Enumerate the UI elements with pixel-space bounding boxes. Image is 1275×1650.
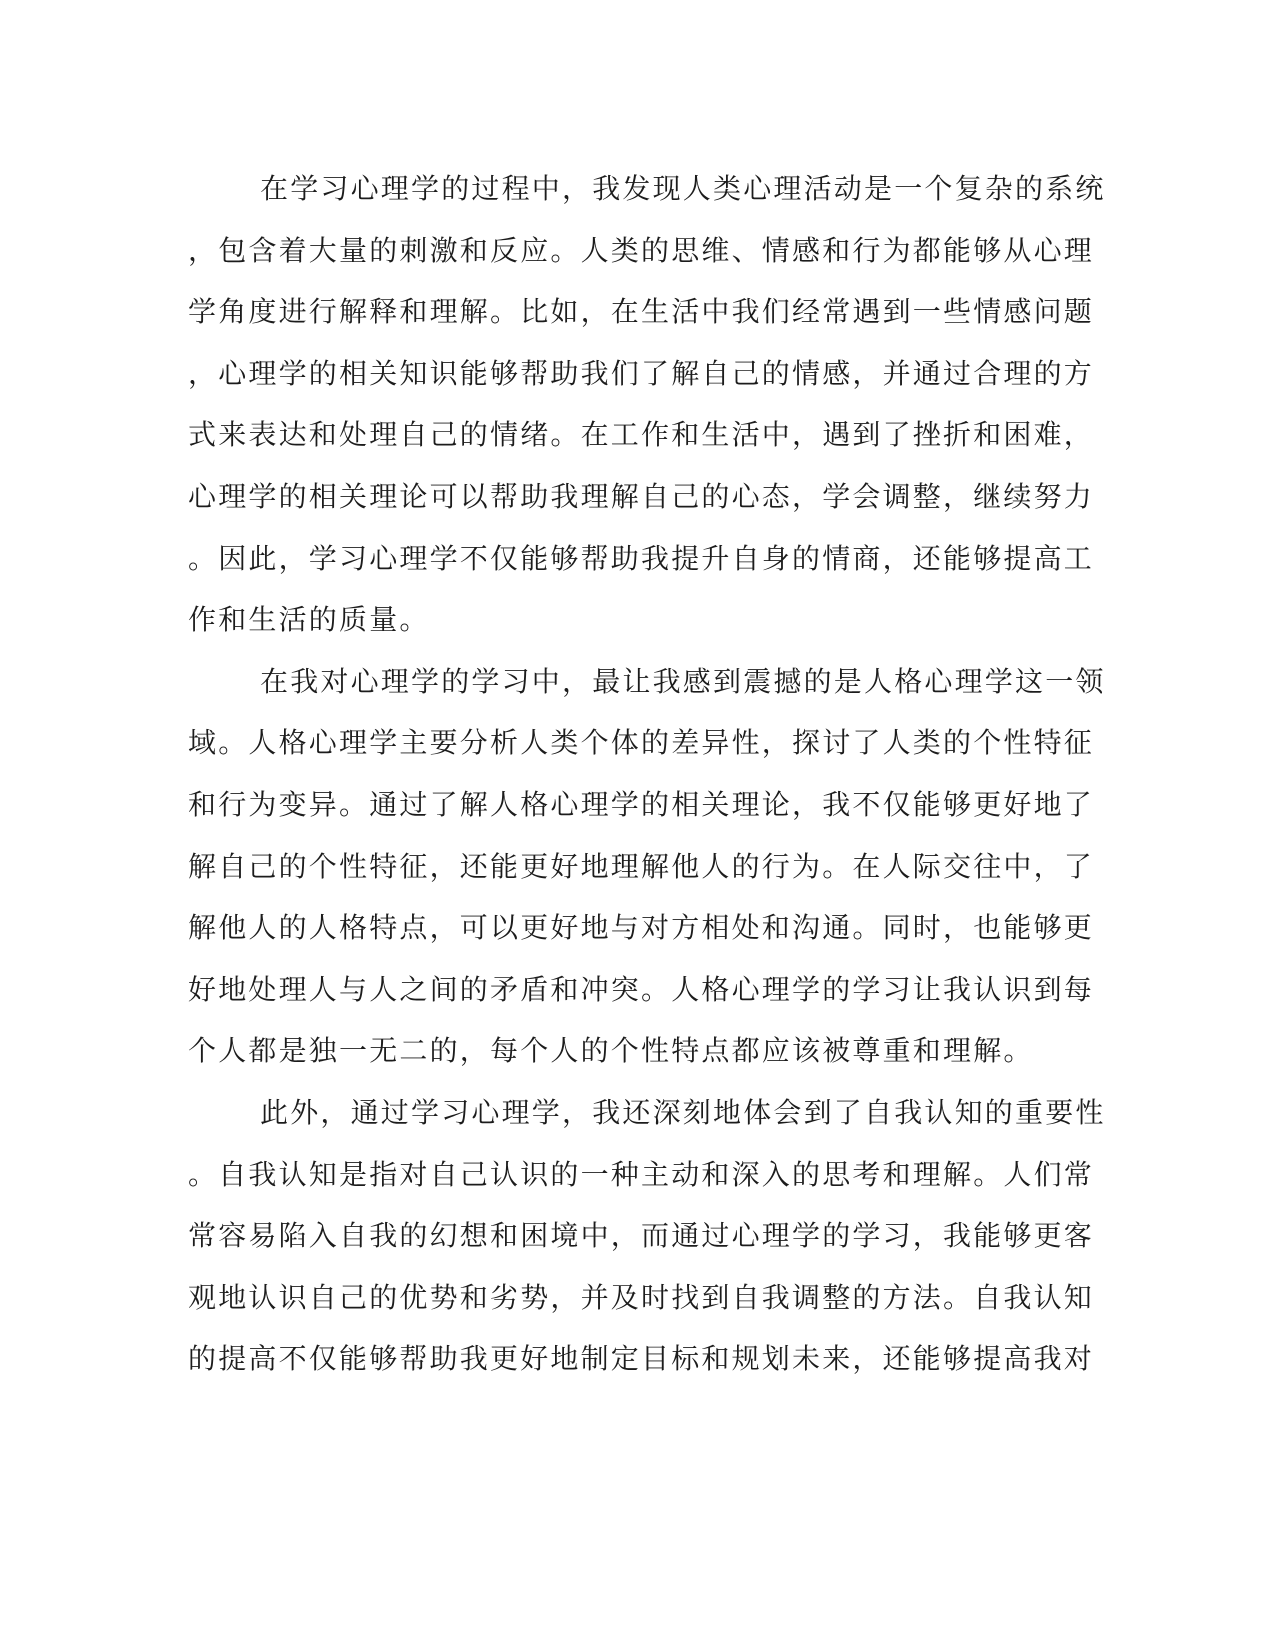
paragraph-1-line-5: 式来表达和处理自己的情绪。在工作和生活中，遇到了挫折和困难， [188, 418, 1095, 452]
paragraph-2-line-4: 解自己的个性特征，还能更好地理解他人的行为。在人际交往中，了 [188, 849, 1095, 883]
paragraph-2-line-3: 和行为变异。通过了解人格心理学的相关理论，我不仅能够更好地了 [188, 787, 1095, 821]
paragraph-1-line-1: 在学习心理学的过程中，我发现人类心理活动是一个复杂的系统 [260, 172, 1106, 205]
paragraph-1-line-2: ，包含着大量的刺激和反应。人类的思维、情感和行为都能够从心理 [188, 233, 1095, 267]
paragraph-2-line-1: 在我对心理学的学习中，最让我感到震撼的是人格心理学这一领 [260, 664, 1106, 698]
paragraph-1-line-4: ，心理学的相关知识能够帮助我们了解自己的情感，并通过合理的方 [188, 356, 1095, 390]
paragraph-3-line-4: 观地认识自己的优势和劣势，并及时找到自我调整的方法。自我认知 [188, 1280, 1095, 1314]
paragraph-1-line-6: 心理学的相关理论可以帮助我理解自己的心态，学会调整，继续努力 [188, 479, 1095, 513]
paragraph-3-line-3: 常容易陷入自我的幻想和困境中，而通过心理学的学习，我能够更客 [188, 1219, 1095, 1253]
paragraph-2 [188, 656, 1106, 1087]
paragraph-1-line-8: 作和生活的质量。 [188, 603, 430, 637]
paragraph-3-line-5: 的提高不仅能够帮助我更好地制定目标和规划未来，还能够提高我对 [188, 1342, 1095, 1376]
paragraph-2-line-6: 好地处理人与人之间的矛盾和冲突。人格心理学的学习让我认识到每 [188, 972, 1095, 1006]
paragraph-1-line-3: 学角度进行解释和理解。比如，在生活中我们经常遇到一些情感问题 [188, 295, 1095, 329]
paragraph-3-line-1: 此外，通过学习心理学，我还深刻地体会到了自我认知的重要性 [260, 1095, 1106, 1129]
paragraph-2-line-2: 域。人格心理学主要分析人类个体的差异性，探讨了人类的个性特征 [188, 726, 1095, 760]
paragraph-1-line-7: 。因此，学习心理学不仅能够帮助我提升自身的情商，还能够提高工 [188, 541, 1095, 575]
paragraph-2-line-7: 个人都是独一无二的，每个人的个性特点都应该被尊重和理解。 [188, 1034, 1034, 1068]
essay-body [188, 163, 1106, 1395]
paragraph-3-line-2: 。自我认知是指对自己认识的一种主动和深入的思考和理解。人们常 [188, 1157, 1095, 1191]
paragraph-1 [188, 163, 1106, 656]
paragraph-2-line-5: 解他人的人格特点，可以更好地与对方相处和沟通。同时，也能够更 [188, 911, 1095, 945]
paragraph-3 [188, 1087, 1106, 1395]
